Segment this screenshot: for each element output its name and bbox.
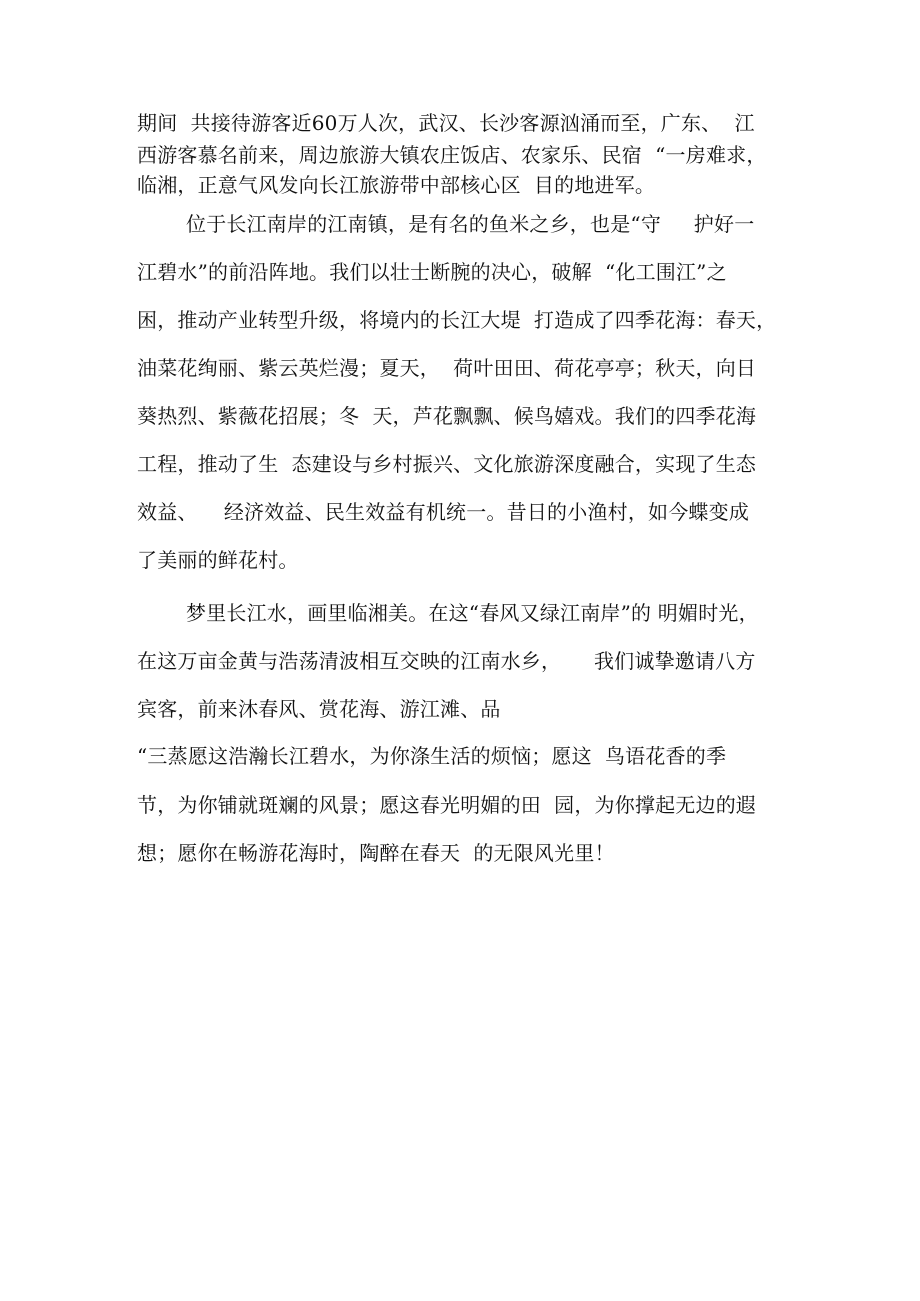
text-line: 节，为你铺就斑斓的风景；愿这春光明媚的田 园，为你撑起无边的遐 [137,793,757,817]
text-line: 工程，推动了生 态建设与乡村振兴、文化旅游深度融合，实现了生态 [137,452,757,476]
text-line: 在这万亩金黄与浩荡清波相互交映的江南水乡， 我们诚挚邀请八方 [137,649,756,673]
text-line: 油菜花绚丽、紫云英烂漫；夏天， 荷叶田田、荷花亭亭；秋天，向日 [137,356,757,380]
text-line: 梦里长江水，画里临湘美。在这“春风又绿江南岸”的 明媚时光， [186,601,759,625]
text-line: 期间 共接待游客近60万人次，武汉、长沙客源汹涌而至，广东、 江 [137,111,755,135]
text-line: 西游客慕名前来，周边旅游大镇农庄饭店、农家乐、民宿 “一房难求， [137,143,767,167]
text-line: 江碧水”的前沿阵地。我们以壮士断腕的决心，破解 “化工围江”之 [137,260,727,284]
text-line: 位于长江南岸的江南镇，是有名的鱼米之乡，也是“守 护好一 [186,212,755,236]
text-line: 宾客，前来沐春风、赏花海、游江滩、品 [137,697,501,721]
text-line: 困，推动产业转型升级，将境内的长江大堤 打造成了四季花海：春天， [137,308,777,332]
text-line: 效益、 经济效益、民生效益有机统一。昔日的小渔村，如今蝶变成 [137,500,750,524]
text-line: 临湘，正意气风发向长江旅游带中部核心区 目的地进军。 [137,173,656,197]
text-line: 想；愿你在畅游花海时，陶醉在春天 的无限风光里！ [137,841,615,865]
text-line: “三蒸愿这浩瀚长江碧水，为你涤生活的烦恼；愿这 鸟语花香的季 [137,744,727,768]
text-line: 了美丽的鲜花村。 [137,548,299,572]
text-line: 葵热烈、紫薇花招展；冬 天，芦花飘飘、候鸟嬉戏。我们的四季花海 [137,404,757,428]
